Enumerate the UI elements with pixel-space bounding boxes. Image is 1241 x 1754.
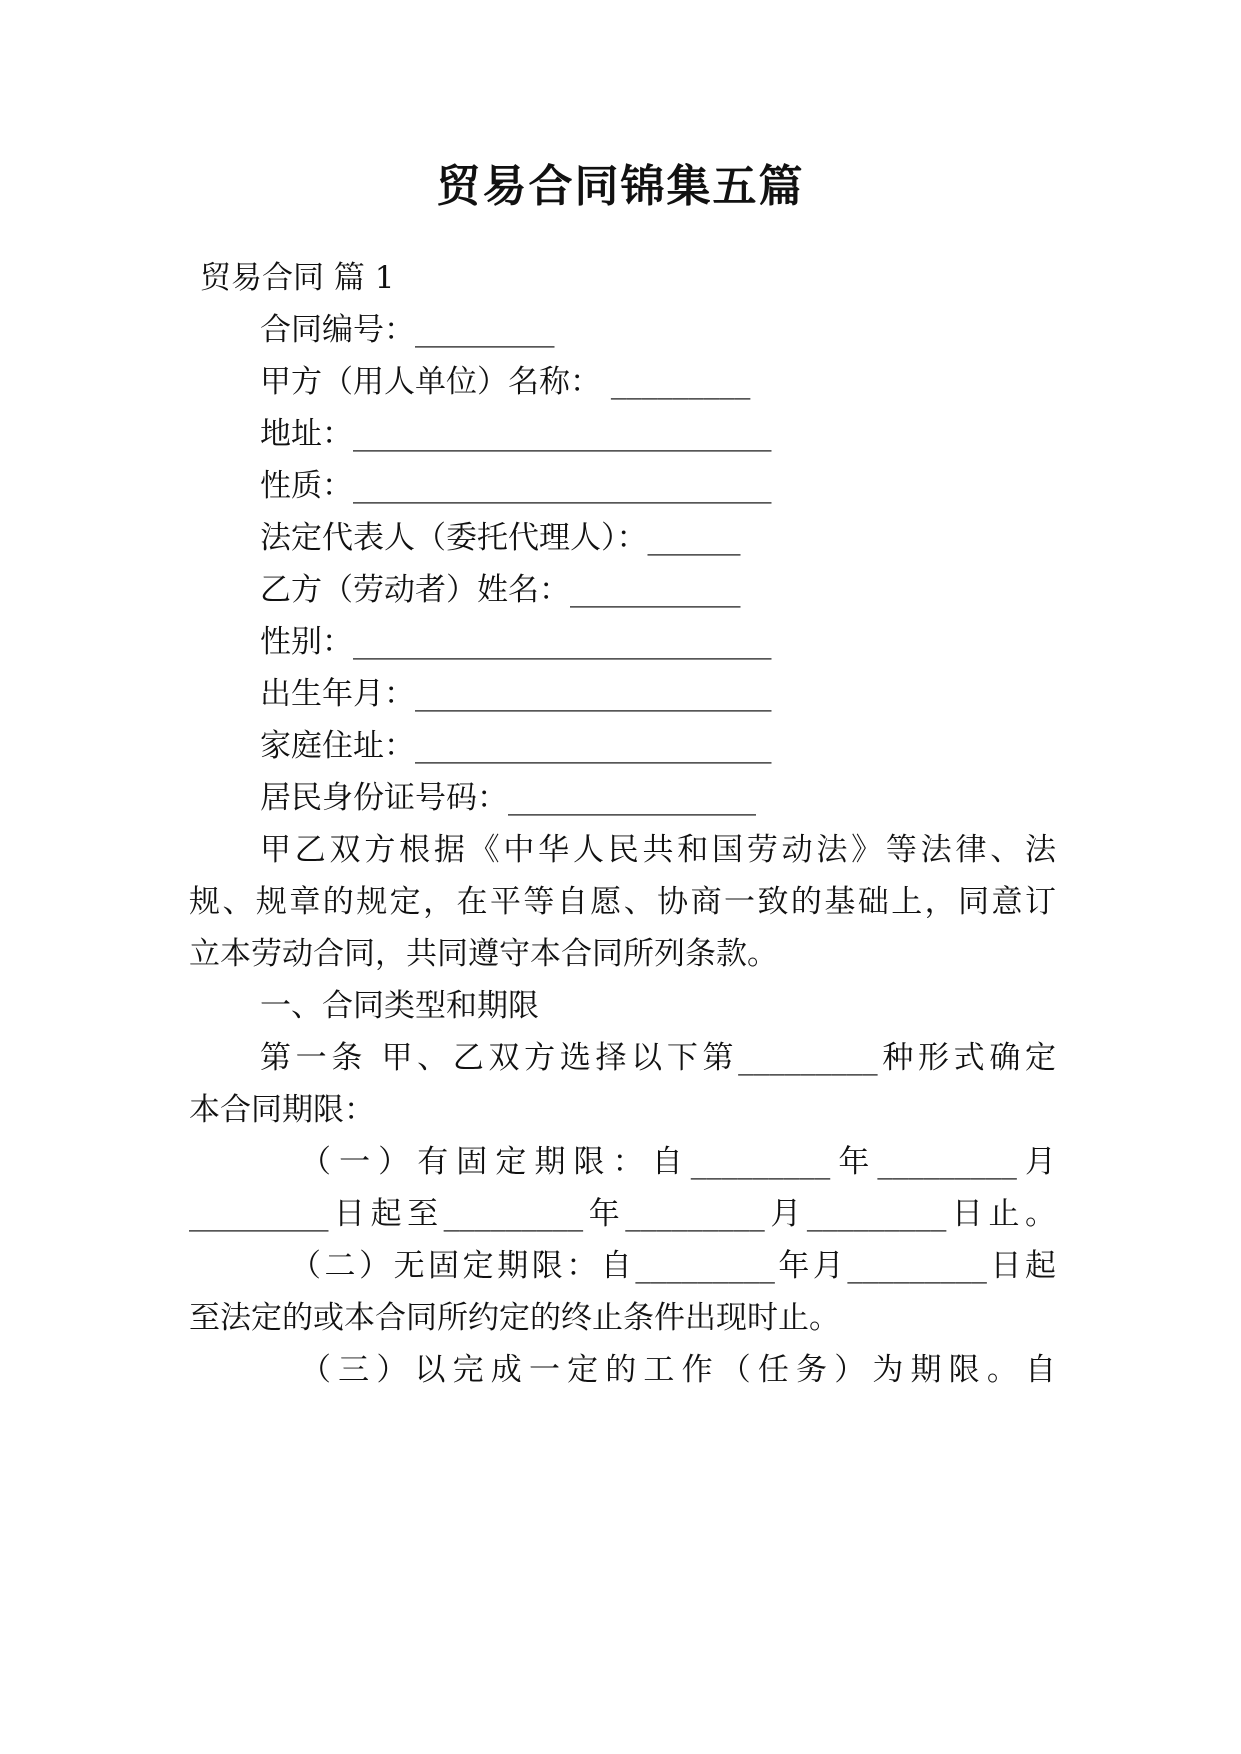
item3-line-1: （三）以完成一定的工作（任务）为期限。自: [300, 1352, 1056, 1388]
field-party-b-name: 乙方（劳动者）姓名：___________: [260, 572, 741, 608]
field-id-number: 居民身份证号码：________________: [260, 780, 756, 816]
chapter-heading: 一、合同类型和期限: [260, 988, 539, 1024]
section-heading: 贸易合同 篇 1: [200, 260, 395, 296]
item2-line-1: （二）无固定期限：自_________年月_________日起: [290, 1248, 1056, 1284]
field-birth-date: 出生年月：_______________________: [260, 676, 772, 712]
field-legal-representative: 法定代表人（委托代理人）：______: [260, 520, 741, 556]
field-home-address: 家庭住址：_______________________: [260, 728, 772, 764]
field-nature: 性质：___________________________: [260, 468, 772, 504]
field-party-a-name: 甲方（用人单位）名称： _________: [260, 364, 751, 400]
article1-line-2: 本合同期限：: [189, 1092, 375, 1128]
field-contract-number: 合同编号：_________: [260, 312, 555, 348]
intro-line-1: 甲乙双方根据《中华人民共和国劳动法》等法律、法: [260, 832, 1056, 868]
field-gender: 性别：___________________________: [260, 624, 772, 660]
field-address: 地址：___________________________: [260, 416, 772, 452]
item1-line-2: _________日起至_________年_________月_________日止。: [189, 1196, 1056, 1232]
item1-line-1: （一）有固定期限：自_________年_________月: [300, 1144, 1056, 1180]
item2-line-2: 至法定的或本合同所约定的终止条件出现时止。: [189, 1300, 840, 1336]
article1-line-1: 第一条 甲、乙双方选择以下第_________种形式确定: [260, 1040, 1056, 1076]
intro-line-2: 规、规章的规定，在平等自愿、协商一致的基础上，同意订: [189, 884, 1056, 920]
document-title: 贸易合同锦集五篇: [436, 161, 805, 212]
intro-line-3: 立本劳动合同，共同遵守本合同所列条款。: [189, 936, 778, 972]
